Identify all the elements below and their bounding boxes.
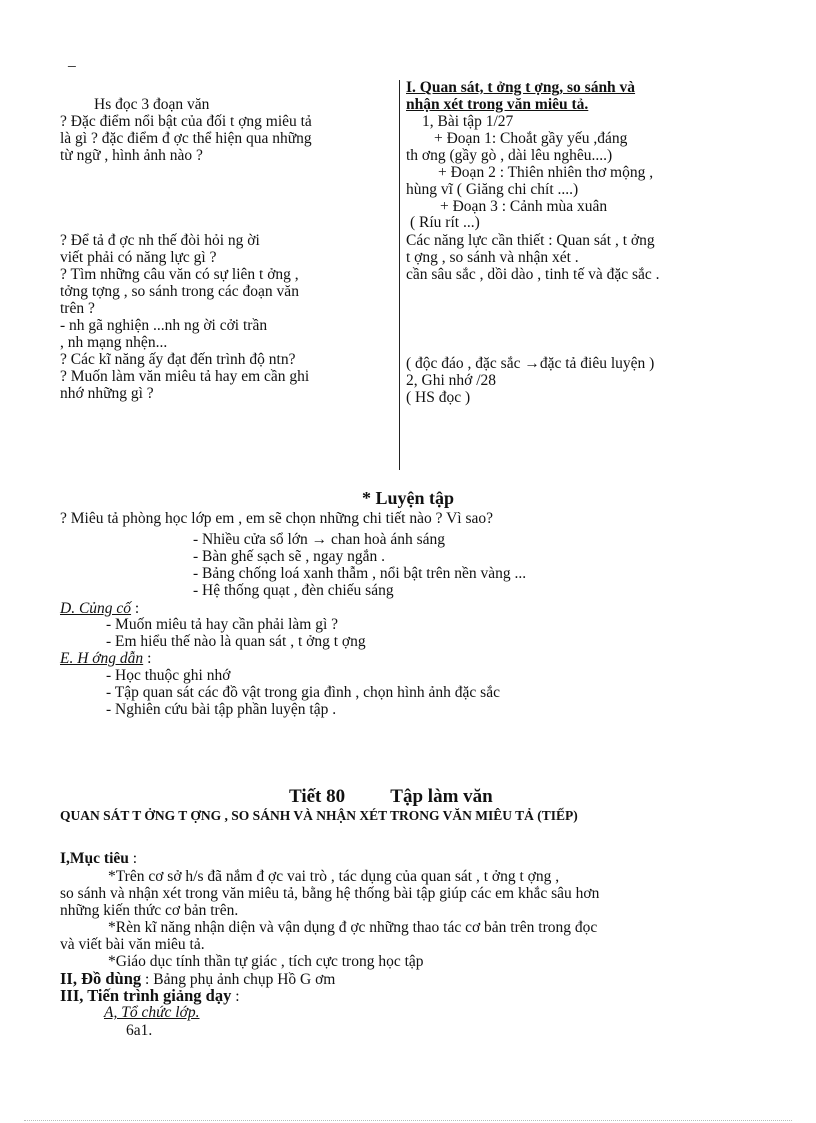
- left-line: là gì ? đặc điểm đ ợc thể hiện qua những: [60, 130, 312, 147]
- left-line: tởng tợng , so sánh trong các đoạn văn: [60, 283, 299, 300]
- objective-line: và viết bài văn miêu tả.: [60, 936, 205, 953]
- left-line: viết phải có năng lực gì ?: [60, 249, 217, 266]
- column-divider: [399, 80, 400, 470]
- left-line: ? Các kĩ năng ấy đạt đến trình độ ntn?: [60, 351, 296, 368]
- cung-co-colon: :: [131, 600, 140, 617]
- cung-co-heading: [60, 600, 139, 617]
- cung-co-label: D. Củng cố: [60, 600, 132, 617]
- right-line: 2, Ghi nhớ /28: [406, 372, 497, 389]
- practice-item: - Hệ thống quạt , đèn chiếu sáng: [193, 582, 394, 599]
- right-line: hùng vĩ ( Giăng chi chít ....): [406, 181, 579, 198]
- huong-dan-item: - Nghiên cứu bài tập phần luyện tập .: [106, 701, 337, 718]
- left-line: ? Đặc điểm nổi bật của đối t ợng miêu tả: [60, 113, 312, 130]
- process-label: III, Tiến trình giảng dạy: [60, 986, 232, 1005]
- practice-item: - Bàn ghế sạch sẽ , ngay ngắn .: [193, 548, 385, 565]
- right-line: ( Ríu rít ...): [410, 214, 480, 231]
- right-line: t ợng , so sánh và nhận xét .: [406, 249, 579, 266]
- left-line: ? Để tả đ ợc nh thế đòi hỏi ng ời: [60, 232, 260, 249]
- lesson-header: [289, 788, 493, 805]
- process-colon: :: [231, 988, 240, 1005]
- right-line: + Đoạn 1: Choắt gầy yếu ,đáng: [434, 130, 628, 147]
- objectives-label: I,Mục tiêu: [60, 850, 129, 867]
- objective-line: *Giáo dục tính thần tự giác , tích cực trong học tập: [108, 953, 424, 970]
- section-heading: I. Quan sát, t ởng t ợng, so sánh và: [406, 79, 636, 96]
- section-heading: nhận xét trong văn miêu tả.: [406, 96, 589, 113]
- practice-question: ? Miêu tả phòng học lớp em , em sẽ chọn những chi tiết nào ? Vì sao?: [60, 510, 493, 527]
- right-line: cần sâu sắc , dồi dào , tinh tế và đặc sắc .: [406, 266, 660, 283]
- lesson-subject: Tập làm văn: [390, 786, 493, 807]
- objective-line: so sánh và nhận xét trong văn miêu tả, bằng hệ thống bài tập giúp các em khắc sâu hơn: [60, 885, 600, 902]
- left-line: Hs đọc 3 đoạn văn: [94, 96, 210, 113]
- dash-mark: _: [68, 52, 76, 69]
- cung-co-item: - Muốn miêu tả hay cần phải làm gì ?: [106, 616, 339, 633]
- left-line: từ ngữ , hình ảnh nào ?: [60, 147, 203, 164]
- right-line: ( độc đáo , đặc sắc →đặc tả điêu luyện ): [406, 355, 655, 372]
- huong-dan-label: E. H ớng dẫn: [60, 650, 144, 667]
- objective-line: *Trên cơ sở h/s đã nắm đ ợc vai trò , tác dụng của quan sát , t ởng t ợng ,: [108, 868, 560, 885]
- right-line: 1, Bài tập 1/27: [422, 113, 514, 130]
- huong-dan-item: - Học thuộc ghi nhớ: [106, 667, 231, 684]
- lesson-title: QUAN SÁT T ỞNG T ỢNG , SO SÁNH VÀ NHẬN XÉT TRONG VĂN MIÊU TẢ (TIẾP): [60, 808, 578, 823]
- process-heading: [60, 987, 240, 1005]
- objectives-colon: :: [128, 850, 138, 867]
- objective-line: *Rèn kĩ năng nhận diện và vận dụng đ ợc những thao tác cơ bản trên trong đọc: [108, 919, 598, 936]
- left-line: ? Muốn làm văn miêu tả hay em cần ghi: [60, 368, 310, 385]
- objectives-heading: [60, 850, 137, 867]
- left-line: nhớ những gì ?: [60, 385, 154, 402]
- left-line: trên ?: [60, 300, 95, 317]
- process-sub: A, Tổ chức lớp.: [104, 1004, 200, 1021]
- materials-label: II, Đồ dùng: [60, 969, 142, 988]
- right-line: ( HS đọc ): [406, 389, 471, 406]
- left-line: ? Tìm những câu văn có sự liên t ởng ,: [60, 266, 299, 283]
- right-line: + Đoạn 2 : Thiên nhiên thơ mộng ,: [438, 164, 654, 181]
- left-line: , nh mạng nhện...: [60, 334, 168, 351]
- right-line: + Đoạn 3 : Cảnh mùa xuân: [440, 198, 608, 215]
- right-line: Các năng lực cần thiết : Quan sát , t ởng: [406, 232, 655, 249]
- practice-item: - Bảng chống loá xanh thẫm , nổi bật trên nền vàng ...: [193, 565, 527, 582]
- practice-item: - Nhiều cửa sổ lớn → chan hoà ánh sáng: [193, 531, 446, 548]
- lesson-period: Tiết 80: [289, 786, 346, 807]
- huong-dan-colon: :: [143, 650, 152, 667]
- objective-line: những kiến thức cơ bản trên.: [60, 902, 239, 919]
- materials-text: : Bảng phụ ảnh chụp Hồ G ơm: [141, 971, 336, 988]
- practice-title: * Luyện tập: [361, 488, 455, 508]
- left-line: - nh gã nghiện ...nh ng ời cởi trần: [60, 317, 268, 334]
- right-line: th ơng (gầy gò , dài lêu nghêu....): [406, 147, 613, 164]
- huong-dan-item: - Tập quan sát các đồ vật trong gia đình , chọn hình ảnh đặc sắc: [106, 684, 500, 701]
- class-name: 6a1.: [126, 1022, 153, 1039]
- page-bottom-rule: [24, 1120, 792, 1121]
- cung-co-item: - Em hiểu thế nào là quan sát , t ởng t ợng: [106, 633, 366, 650]
- huong-dan-heading: [60, 650, 151, 667]
